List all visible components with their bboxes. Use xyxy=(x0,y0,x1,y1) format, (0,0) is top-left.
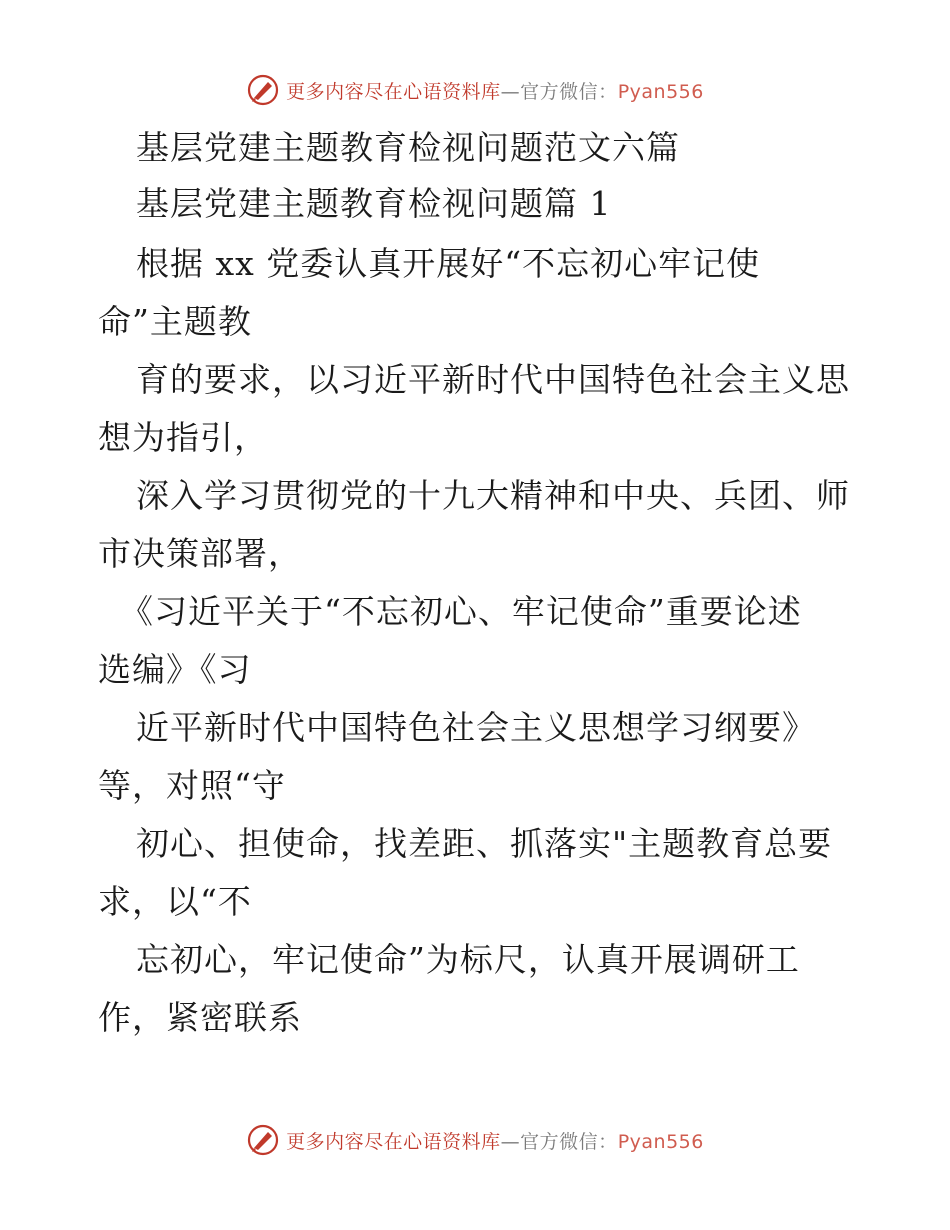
footer-banner xyxy=(0,1118,950,1162)
paragraph-line: 命”主题教 xyxy=(98,302,252,341)
paragraph-line: 近平新时代中国特色社会主义思想学习纲要》 xyxy=(136,708,816,747)
banner-wechat-id: Pyan556 xyxy=(617,80,704,103)
banner-text xyxy=(286,1127,704,1154)
banner-site-text: 更多内容尽在心语资料库 xyxy=(286,80,501,103)
pen-circle-logo-icon xyxy=(246,73,280,107)
paragraph-line: 《习近平关于“不忘初心、牢记使命”重要论述 xyxy=(120,592,802,631)
paragraph-line: 等，对照“守 xyxy=(98,766,286,805)
section-heading: 基层党建主题教育检视问题篇 1 xyxy=(136,184,612,223)
paragraph-line: 忘初心，牢记使命”为标尺，认真开展调研工 xyxy=(136,940,800,979)
banner-official-label: 官方微信： xyxy=(520,1130,618,1153)
paragraph-line: 选编》《习 xyxy=(98,650,252,689)
banner-separator: — xyxy=(500,80,521,103)
banner-separator: — xyxy=(500,1130,521,1153)
banner-wechat-id: Pyan556 xyxy=(617,1130,704,1153)
banner-text xyxy=(286,77,704,104)
paragraph-line: 求，以“不 xyxy=(98,882,252,921)
pen-circle-logo-icon xyxy=(246,1123,280,1157)
document-title: 基层党建主题教育检视问题范文六篇 xyxy=(136,128,680,167)
paragraph-line: 想为指引， xyxy=(98,418,268,457)
paragraph-line: 深入学习贯彻党的十九大精神和中央、兵团、师 xyxy=(136,476,850,515)
header-banner xyxy=(0,68,950,112)
paragraph-line: 根据 xx 党委认真开展好“不忘初心牢记使 xyxy=(136,244,761,283)
paragraph-line: 初心、担使命，找差距、抓落实"主题教育总要 xyxy=(136,824,833,863)
banner-official-label: 官方微信： xyxy=(520,80,618,103)
paragraph-line: 作，紧密联系 xyxy=(98,998,302,1037)
banner-site-text: 更多内容尽在心语资料库 xyxy=(286,1130,501,1153)
paragraph-line: 市决策部署， xyxy=(98,534,302,573)
paragraph-line: 育的要求，以习近平新时代中国特色社会主义思 xyxy=(136,360,850,399)
